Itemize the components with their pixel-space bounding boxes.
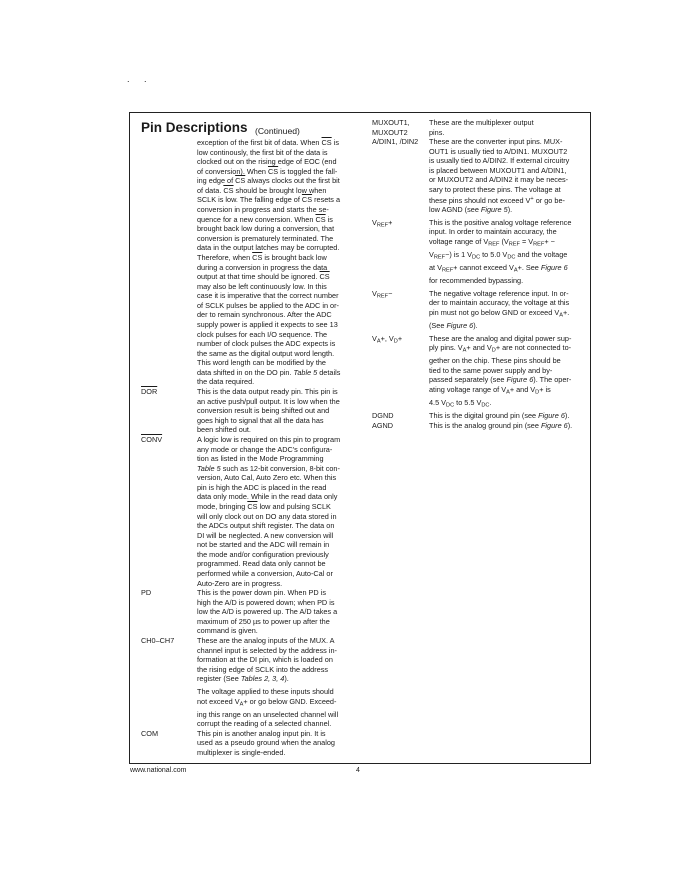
- pin-row-vref-plus: [372, 218, 582, 286]
- desc-line: quence for a new conversion. When $\overline{CS}$ is: [197, 214, 333, 224]
- pin-desc: [429, 421, 582, 431]
- desc-line: Therefore, when $\overline{CS}$ is brought back low: [197, 252, 327, 262]
- desc-line: performed while a conversion, Auto-Cal or: [197, 569, 333, 579]
- desc-line: maximum of 250 µs to power up after the: [197, 616, 330, 626]
- desc-line: for recommended bypassing.: [429, 276, 524, 286]
- desc-line: used as a pseudo ground when the analog: [197, 738, 335, 748]
- desc-line: low continously, the first bit of the data is: [197, 147, 328, 157]
- pin-name: $V_A+$, $V_D+$: [372, 333, 403, 345]
- desc-line: the rising edge of SCLK into the address: [197, 664, 329, 674]
- desc-line: conversion result is being shifted out and: [197, 406, 330, 416]
- pin-row-vref-minus: [372, 289, 582, 331]
- desc-line: multiplexer is single-ended.: [197, 747, 286, 757]
- desc-line: not be started and the ADC will remain in: [197, 540, 330, 550]
- desc-line: of SCLK pulses be applied to the ADC in or-: [197, 300, 339, 310]
- desc-line: of data. $\overline{CS}$ should be brought low when: [197, 185, 327, 195]
- desc-line: This is the analog ground pin (see Figure 6).: [429, 420, 573, 430]
- pin-name: [372, 118, 429, 137]
- desc-line: register (See Tables 2, 3, 4).: [197, 674, 289, 684]
- desc-line: This pin is another analog input pin. It is: [197, 728, 326, 738]
- pin-desc: [197, 588, 351, 636]
- desc-line: version, Auto Cal, Auto Zero etc. When this: [197, 473, 337, 483]
- desc-line: voltage range of $V_{REF}$ ($V_{REF} = V_{REF}+$ −: [429, 236, 555, 248]
- section-title: [141, 119, 300, 137]
- desc-line: data only mode. While in the read data only: [197, 492, 338, 502]
- desc-line: output at that time should be ignored. $\overline{CS}$: [197, 272, 330, 282]
- desc-line: at $V_{REF}+$ cannot exceed $V_A+$. See Figure 6: [429, 263, 568, 274]
- pin-name-1: MUXOUT1,: [372, 118, 410, 127]
- desc-line: This is the data output ready pin. This pin is: [197, 387, 338, 397]
- footer-url: www.national.com: [130, 767, 187, 774]
- desc-line: Auto-Zero are in progress.: [197, 578, 283, 588]
- desc-line: during a conversion in progress the data: [197, 262, 328, 272]
- pin-name: CONV: [141, 434, 163, 444]
- desc-line: may also be left continuously low. In this: [197, 281, 327, 291]
- title-continued: (Continued): [254, 125, 300, 136]
- desc-line: of conversion). When $\overline{CS}$ is toggled the fall-: [197, 166, 338, 176]
- desc-line: conversion is prematurely terminated. The: [197, 233, 334, 243]
- desc-line: data shifted in on the DO pin. Table 5 details: [197, 367, 341, 377]
- pin-desc-part1: [197, 636, 351, 684]
- top-dots: . .: [127, 74, 153, 84]
- pin-row-dor: [141, 387, 351, 435]
- desc-line: clocked out on the rising edge of EOC (end: [197, 157, 337, 167]
- desc-line: These are the analog and digital power sup-: [429, 333, 572, 343]
- pin-desc: [197, 636, 351, 729]
- desc-line: any mode or change the ADC's configura-: [197, 444, 333, 454]
- desc-line: SCLK is low. The falling edge of $\overline{CS}$ resets a: [197, 195, 341, 205]
- pin-name: $V_{REF}+$: [372, 217, 393, 229]
- pin-desc: [429, 411, 582, 421]
- desc-line: the mode and/or configuration previously: [197, 549, 329, 559]
- pin-name: A/DIN1, /DIN2: [372, 137, 419, 147]
- desc-line: input. In order to maintain accuracy, the: [429, 227, 557, 237]
- desc-line: low the A/D is powered up. The A/D takes a: [197, 607, 338, 617]
- desc-line: or MUXOUT2 and A/DIN2 it may be neces-: [429, 175, 569, 185]
- desc-line: DI will be neglected. A new conversion will: [197, 530, 334, 540]
- pin-name: PD: [141, 588, 152, 598]
- desc-line: an active push/pull output. It is low when the: [197, 396, 340, 406]
- desc-line: The negative voltage reference input. In or-: [429, 288, 569, 298]
- pin-desc-part2: [197, 687, 351, 729]
- pin-row-ch: [141, 636, 351, 729]
- pin-name: $\overline{DOR}$: [141, 387, 158, 397]
- desc-line: The voltage applied to these inputs should: [197, 686, 334, 696]
- desc-line: conversion in progress and starts the se-: [197, 205, 329, 215]
- pin-name: $V_{REF}-$: [372, 288, 393, 300]
- desc-line: pins.: [429, 127, 445, 137]
- pin-name: CH0–CH7: [141, 636, 175, 646]
- desc-line: Table 5 such as 12-bit conversion, 8-bit con-: [197, 463, 340, 473]
- desc-line: (See Figure 6).: [429, 320, 478, 330]
- desc-line: sary to protect these pins. The voltage at: [429, 185, 561, 195]
- desc-line: ply pins. $V_A+$ and $V_D+$ are not connected to-: [429, 343, 572, 354]
- desc-line: OUT1 is usually tied to A/DIN1. MUXOUT2: [429, 146, 568, 156]
- desc-line: passed separately (see Figure 6). The oper-: [429, 375, 572, 385]
- desc-line: been shifted out.: [197, 425, 251, 435]
- pin-desc: [197, 729, 351, 758]
- desc-line: These are the analog inputs of the MUX. A: [197, 636, 335, 646]
- desc-line: the same as the digital output word length.: [197, 348, 335, 358]
- desc-line: tion as listed in the Mode Programming: [197, 454, 324, 464]
- pin-row-muxout: [372, 118, 582, 137]
- desc-line: pin is high the ADC is placed in the read: [197, 482, 327, 492]
- pin-desc: [197, 138, 351, 387]
- desc-line: exception of the first bit of data. When $\overline{CS}$ is: [197, 138, 339, 147]
- desc-line: not exceed $V_A+$ or go below GND. Exceed-: [197, 696, 337, 708]
- pin-desc: [429, 289, 582, 331]
- desc-line: ating voltage range of $V_A+$ and $V_D+$ is: [429, 384, 551, 396]
- pin-row-adin: [372, 137, 582, 215]
- desc-line: $V_{REF}-$) is 1 $V_{DC}$ to 5.0 $V_{DC}$ and the voltage: [429, 250, 568, 261]
- pin-row-dgnd: [372, 411, 582, 421]
- desc-line: goes high to signal that all the data has: [197, 415, 324, 425]
- desc-line: is placed between MUXOUT1 and A/DIN1,: [429, 165, 567, 175]
- pin-desc: [197, 435, 351, 588]
- desc-line: supply power is applied it expects to see 13: [197, 319, 338, 329]
- pin-row-agnd: [372, 421, 582, 431]
- desc-line: These are the multiplexer output: [429, 118, 534, 127]
- desc-line: A logic low is required on this pin to program: [197, 434, 341, 444]
- desc-line: the ADCs output shift register. The data on: [197, 521, 335, 531]
- desc-line: command is given.: [197, 626, 258, 636]
- desc-line: brought back low during a conversion, that: [197, 224, 335, 234]
- desc-line: number of clock pulses the ADC expects is: [197, 339, 336, 349]
- desc-line: ing this range on an unselected channel will: [197, 709, 339, 719]
- desc-line: case it is imperative that the correct number: [197, 291, 339, 301]
- pin-desc: [429, 118, 582, 137]
- pin-row-com: [141, 729, 351, 758]
- desc-line: is usually tied to A/DIN2. If external circuitry: [429, 156, 570, 166]
- desc-line: channel input is selected by the address in-: [197, 645, 337, 655]
- pin-name: AGND: [372, 420, 394, 430]
- desc-line: programmed. Read data only cannot be: [197, 559, 326, 569]
- desc-line: data in the output latches may be corrupted.: [197, 243, 340, 253]
- desc-line: der to remain synchronous. After the ADC: [197, 310, 332, 320]
- right-column: [372, 118, 582, 430]
- pin-name: COM: [141, 728, 159, 738]
- desc-line: 4.5 $V_{DC}$ to 5.5 $V_{DC}$.: [429, 398, 492, 409]
- pin-row-conv: [141, 435, 351, 588]
- pin-desc: [429, 218, 582, 286]
- desc-line: corrupt the reading of a selected channel.: [197, 719, 332, 729]
- desc-line: formation at the DI pin, which is loaded on: [197, 655, 333, 665]
- page-number: 4: [356, 767, 360, 774]
- pin-desc: [197, 387, 351, 435]
- desc-line: will only clock out on DO any data stored in: [197, 511, 337, 521]
- desc-line: der to maintain accuracy, the voltage at this: [429, 298, 570, 308]
- desc-line: This is the power down pin. When PD is: [197, 588, 326, 598]
- desc-line: ing edge of $\overline{CS}$ always clocks out the first bit: [197, 176, 340, 186]
- desc-line: low AGND (see Figure 5).: [429, 205, 513, 215]
- pin-desc: [429, 334, 582, 412]
- desc-line: pin must not go below GND or exceed $V_A+$.: [429, 307, 570, 319]
- left-column: [141, 138, 351, 758]
- desc-line: tied to the same power supply and by-: [429, 365, 553, 375]
- desc-line: This is the digital ground pin (see Figure 6).: [429, 411, 570, 421]
- pin-name-2: MUXOUT2: [372, 127, 408, 137]
- desc-line: these pins should not exceed V+ or go be-: [429, 195, 565, 205]
- pin-name: [141, 138, 197, 387]
- pin-row-va-vd: [372, 334, 582, 412]
- desc-line: clock pulses for each I/O sequence. The: [197, 329, 328, 339]
- title-main: Pin Descriptions: [141, 120, 248, 135]
- pin-desc: [429, 137, 582, 215]
- desc-line: This word length can be modified by the: [197, 358, 326, 368]
- desc-line: This is the positive analog voltage reference: [429, 217, 572, 227]
- desc-line: These are the converter input pins. MUX-: [429, 137, 563, 147]
- desc-line: mode, bringing $\overline{CS}$ low and pulsing SCLK: [197, 501, 331, 511]
- desc-line: high the A/D is powered down; when PD is: [197, 597, 335, 607]
- desc-line: the data required.: [197, 377, 255, 387]
- pin-row-pd: [141, 588, 351, 636]
- pin-name: DGND: [372, 411, 394, 421]
- pin-row-cs: [141, 138, 351, 387]
- desc-line: gether on the chip. These pins should be: [429, 356, 561, 366]
